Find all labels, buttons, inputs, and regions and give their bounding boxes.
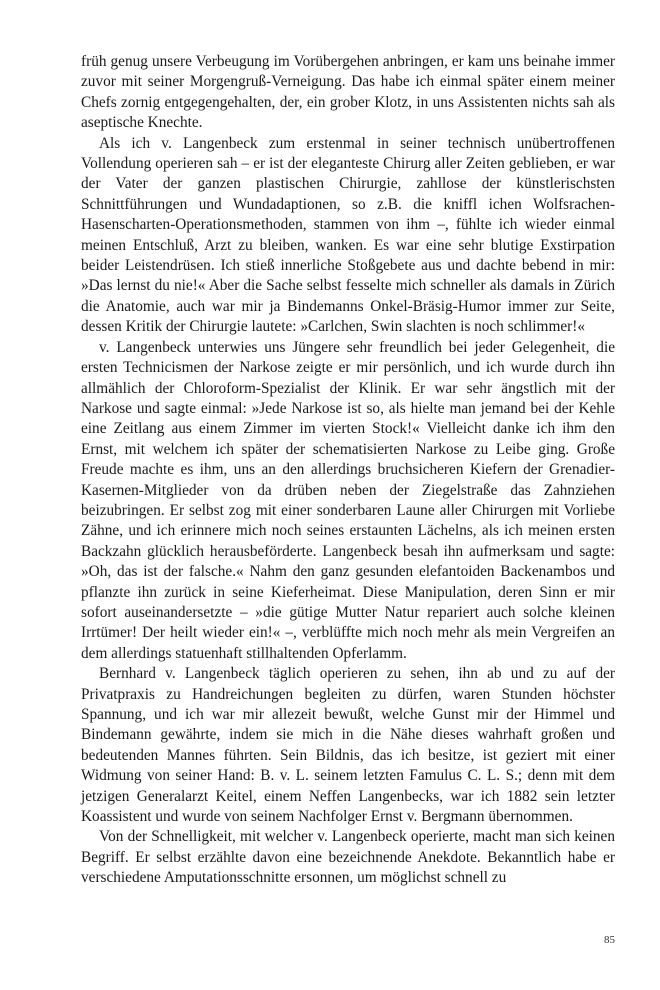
paragraph-4: Bernhard v. Langenbeck täglich operieren zu sehen, ihn ab und zu auf der Privatpraxis zu Handreichungen begleiten zu dürfen, waren Stunden höchster Spannung, und ich war mir allezeit bewußt, welche Gunst mir der Himmel und Bindemann gewährte, indem sie mich in die Nähe dieses wahrhaft großen und bedeutenden Mannes führten. Sein Bildnis, das ich besitze, ist geziert mit einer Widmung von seiner Hand: B. v. L. seinem letzten Famulus C. L. S.; denn mit dem jetzigen Generalarzt Keitel, einem Neffen Langenbecks, war ich 1882 sein letzter Koassistent und wurde von seinem Nachfolger Ernst v. Bergmann übernommen. (81, 665, 615, 826)
page-number: 85 (604, 934, 615, 946)
paragraph-1: früh genug unsere Verbeugung im Vorübergehen anbringen, er kam uns beinahe immer zuvor mit seiner Morgengruß-Verneigung. Das habe ich einmal später einem meiner Chefs zornig entgegengehalten, der, ein grober Klotz, in uns Assistenten nichts sah als aseptische Knechte. (81, 53, 615, 132)
paragraph-3: v. Langenbeck unterwies uns Jüngere sehr freundlich bei jeder Gelegenheit, die ersten Technicismen der Narkose zeigte er mir persönlich, und ich wurde durch ihn allmählich der Chloroform-Spezialist der Klinik. Er war sehr ängstlich mit der Narkose und sagte einmal: »Jede Narkose ist so, als hielte man jemand bei der Kehle eine Zeitlang aus einem Zimmer im vierten Stock!« Vielleicht danke ich ihm den Ernst, mit welchem ich später der schematisierten Narkose zu Leibe ging. Große Freude machte es ihm, uns an den allerdings bruchsicheren Kiefern der Grenadier-Kasernen-Mitglieder von da drüben neben der Ziegelstraße das Zahnziehen beizubringen. Er selbst zog mit einer sonderbaren Laune aller Chirurgen mit Vorliebe Zähne, und ich erinnere mich noch seines erstaunten Lächelns, als ich meinen ersten Backzahn glücklich herausbeförderte. Langenbeck besah ihn aufmerksam und sagte: »Oh, das ist der falsche.« Nahm den ganz gesunden elefantoiden Backenambos und pflanzte ihn zurück in seine Kieferheimat. Diese Manipulation, deren Sinn er mir sofort auseinandersetzte – »die gütige Mutter Natur repariert auch solche kleinen Irrtümer! Der heilt wieder ein!« –, verblüffte mich noch mehr als mein Vergreifen an dem allerdings statuenhaft stillhaltenden Opferlamm. (81, 338, 615, 662)
paragraph-5: Von der Schnelligkeit, mit welcher v. Langenbeck operierte, macht man sich keinen Begriff. Er selbst erzählte davon eine bezeichnende Anekdote. Bekanntlich habe er verschiedene Amputationsschnitte ersonnen, um möglichst schnell zu (81, 828, 615, 887)
book-page-text (81, 52, 615, 889)
paragraph-2: Als ich v. Langenbeck zum erstenmal in seiner technisch unübertroffenen Vollendung operieren sah – er ist der eleganteste Chirurg aller Zeiten geblieben, er war der Vater der ganzen plastischen Chirurgie, zahllose der künstlerischsten Schnittführungen und Wundadaptionen, so z.B. die kniffl ichen Wolfsrachen-Hasenscharten-Operationsmethoden, stammen von ihm –, fühlte ich wieder einmal meinen Entschluß, Arzt zu bleiben, wanken. Es war eine sehr blutige Exstirpation beider Leistendrüsen. Ich stieß innerliche Stoßgebete aus und dachte bebend in mir: »Das lernst du nie!« Aber die Sache selbst fesselte mich schneller als damals in Zürich die Anatomie, auch war mir ja Bindemanns Onkel-Bräsig-Humor immer zur Seite, dessen Kritik der Chirurgie lautete: »Carlchen, Swin slachten is noch schlimmer!« (81, 134, 615, 336)
